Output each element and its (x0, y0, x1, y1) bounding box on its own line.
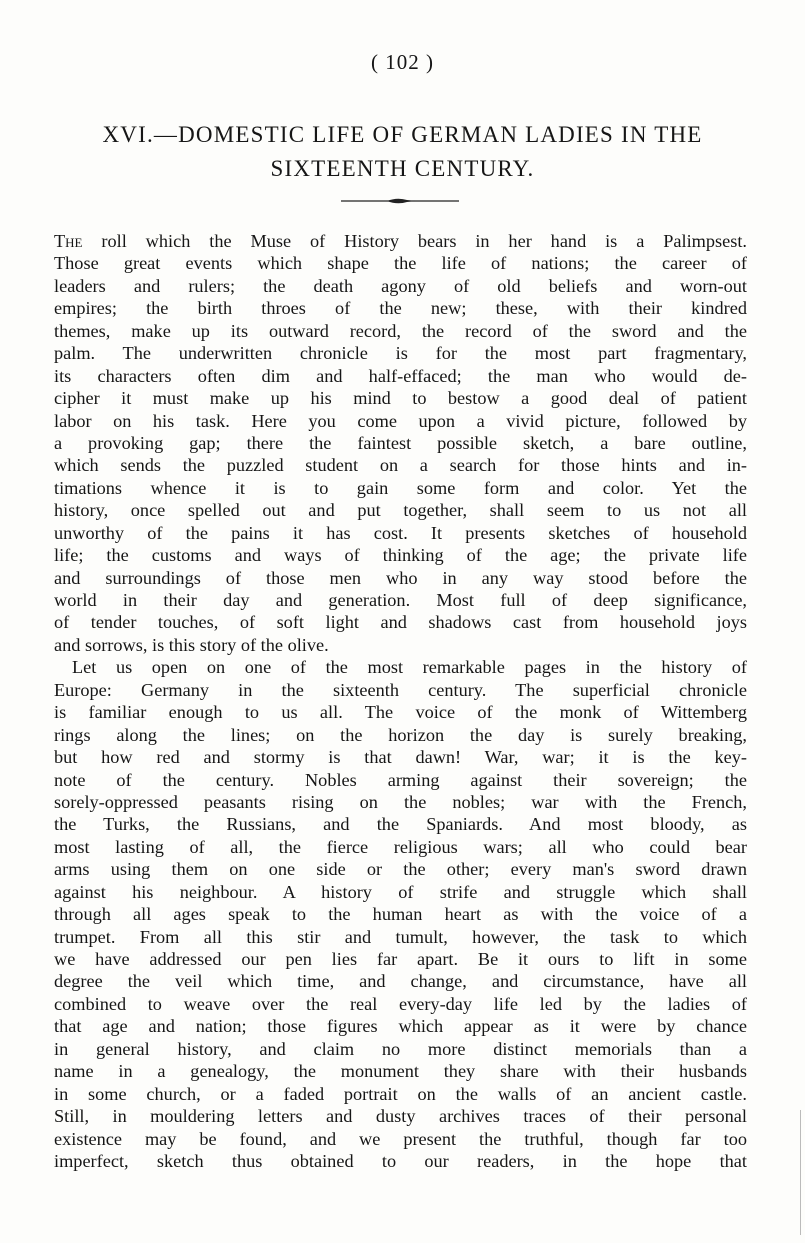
paragraph-line: degree the veil which time, and change, and circumstance, have all (54, 971, 747, 992)
paragraph-line: imperfect, sketch thus obtained to our readers, in the hope that (54, 1150, 747, 1171)
page-edge-divider (800, 1110, 801, 1235)
title-line-1: XVI.—DOMESTIC LIFE OF GERMAN LADIES IN THE (102, 122, 703, 147)
paragraph-line: themes, make up its outward record, the record of the sword and the (54, 320, 747, 341)
page-number: ( 102 ) (371, 50, 434, 74)
paragraph-line: name in a genealogy, the monument they share with their husbands (54, 1061, 747, 1082)
paragraph-line: labor on his task. Here you come upon a vivid picture, followed by (54, 410, 747, 431)
paragraph-1 (54, 230, 747, 656)
paragraph-line: of tender touches, of soft light and shadows cast from household joys (54, 612, 747, 633)
paragraph-line: in some church, or a faded portrait on the walls of an ancient castle. (54, 1083, 747, 1104)
paragraph-line: leaders and rulers; the death agony of old beliefs and worn-out (54, 275, 747, 296)
paragraph-line: The roll which the Muse of History bears in her hand is a Palimpsest. (54, 231, 747, 251)
paragraph-line: its characters often dim and half-effaced; the man who would de- (54, 365, 747, 386)
paragraph-line: and sorrows, is this story of the olive. (54, 634, 329, 655)
paragraph-line: in general history, and claim no more distinct memorials than a (54, 1038, 747, 1059)
paragraph-line: we have addressed our pen lies far apart. Be it ours to lift in some (54, 949, 747, 969)
paragraph-line: sorely-oppressed peasants rising on the nobles; war with the French, (54, 791, 747, 812)
title-line-2: SIXTEENTH CENTURY. (270, 156, 535, 181)
paragraph-line: note of the century. Nobles arming against their sovereign; the (54, 769, 747, 790)
paragraph-line: existence may be found, and we present the truthful, though far too (54, 1128, 747, 1149)
paragraph-line: against his neighbour. A history of strife and struggle which shall (54, 881, 747, 902)
paragraph-line: trumpet. From all this stir and tumult, however, the task to which (54, 926, 747, 947)
paragraph-line: life; the customs and ways of thinking of the age; the private life (54, 545, 747, 566)
paragraph-line: empires; the birth throes of the new; these, with their kindred (54, 298, 747, 319)
paragraph-line: history, once spelled out and put together, shall seem to us not all (54, 500, 747, 521)
paragraph-line: is familiar enough to us all. The voice of the monk of Wittemberg (54, 702, 747, 723)
paragraph-line: Those great events which shape the life of nations; the career of (54, 253, 747, 274)
paragraph-line: cipher it must make up his mind to bestow a good deal of patient (54, 388, 747, 409)
paragraph-line: unworthy of the pains it has cost. It presents sketches of household (54, 522, 747, 543)
paragraph-line: a provoking gap; there the faintest possible sketch, a bare outline, (54, 432, 747, 453)
paragraph-line: most lasting of all, the fierce religious wars; all who could bear (54, 836, 747, 857)
paragraph-line: combined to weave over the real every-day life led by the ladies of (54, 993, 747, 1014)
paragraph-line: arms using them on one side or the other; every man's sword drawn (54, 859, 747, 880)
paragraph-line: Europe: Germany in the sixteenth century. The superficial chronicle (54, 679, 747, 700)
paragraph-line: that age and nation; those figures which appear as it were by chance (54, 1016, 747, 1037)
paragraph-line: Still, in mouldering letters and dusty archives traces of their personal (54, 1106, 747, 1127)
drop-word: The (54, 231, 83, 251)
paragraph-line: the Turks, the Russians, and the Spaniards. And most bloody, as (54, 814, 747, 835)
paragraph-line: but how red and stormy is that dawn! War, war; it is the key- (54, 747, 747, 768)
paragraph-line: Let us open on one of the most remarkable pages in the history of (72, 657, 747, 678)
paragraph-line: which sends the puzzled student on a search for those hints and in- (54, 455, 747, 476)
ornament-divider-icon (335, 196, 465, 206)
paragraph-line: world in their day and generation. Most full of deep significance, (54, 590, 747, 610)
article-body (54, 230, 747, 1172)
article-title (30, 118, 775, 186)
paragraph-line: and surroundings of those men who in any way stood before the (54, 567, 747, 588)
paragraph-line: timations whence it is to gain some form and color. Yet the (54, 477, 747, 498)
paragraph-line: through all ages speak to the human heart as with the voice of a (54, 904, 747, 925)
paragraph-line: palm. The underwritten chronicle is for the most part fragmentary, (54, 343, 747, 364)
paragraph-line: rings along the lines; on the horizon the day is surely breaking, (54, 724, 747, 745)
paragraph-2 (54, 656, 747, 1172)
